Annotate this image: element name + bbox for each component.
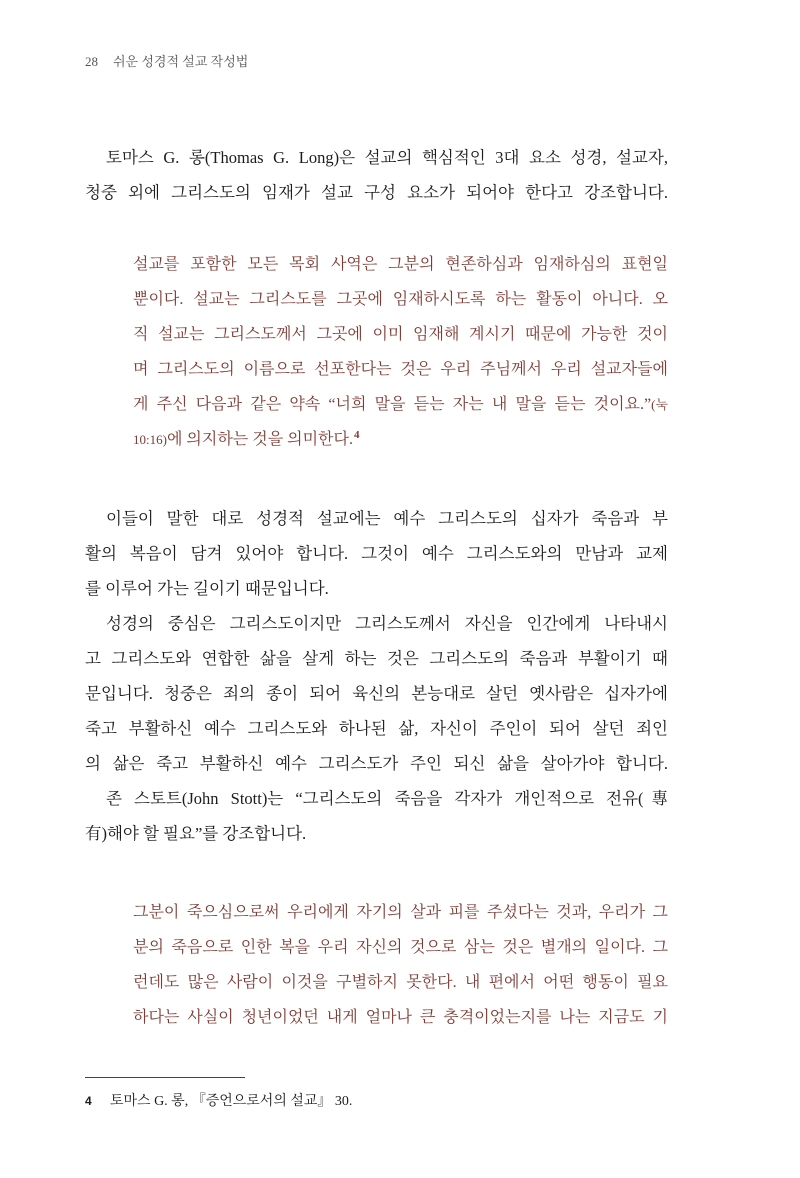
quote-line: 직 설교는 그리스도께서 그곳에 이미 임재해 계시기 때문에 가능한 것이 — [133, 326, 668, 343]
quote-line: 런데도 많은 사람이 이것을 구별하지 못한다. 내 편에서 어떤 행동이 필요 — [133, 974, 668, 991]
book-title: 쉬운 성경적 설교 작성법 — [113, 54, 249, 69]
quote-line: 설교를 포함한 모든 목회 사역은 그분의 현존하심과 임재하심의 표현일 — [133, 256, 668, 273]
footnote — [85, 1090, 352, 1112]
text-line: 토마스 G. 롱(Thomas G. Long)은 설교의 핵심적인 3대 요소 성경, 설교자, — [106, 148, 668, 167]
paragraph-long-intro — [85, 140, 668, 210]
footnote-number: 4 — [85, 1094, 92, 1108]
text-line: 존 스토트(John Stott)는 “그리스도의 죽음을 각자가 개인적으로 전유(專 — [106, 789, 668, 808]
text-line: 有)해야 할 필요”를 강조합니다. — [85, 824, 307, 843]
text-line: 고 그리스도와 연합한 삶을 살게 하는 것은 그리스도의 죽음과 부활이기 때 — [85, 649, 668, 668]
running-head — [85, 53, 248, 71]
quote-line: 분의 죽음으로 인한 복을 우리 자신의 것으로 삼는 것은 별개의 일이다. 그 — [133, 939, 668, 956]
quote-line: 며 그리스도의 이름으로 선포한다는 것은 우리 주님께서 우리 설교자들에 — [133, 361, 668, 378]
text-line: 문입니다. 청중은 죄의 종이 되어 육신의 본능대로 살던 옛사람은 십자가에 — [85, 684, 668, 703]
quote-line — [133, 387, 668, 422]
block-quote-stott — [133, 895, 668, 1035]
text-line: 를 이루어 가는 길이기 때문입니다. — [85, 579, 329, 598]
quote-line: 그분이 죽으심으로써 우리에게 자기의 살과 피를 주셨다는 것과, 우리가 그 — [133, 904, 668, 921]
text-line: 죽고 부활하신 예수 그리스도와 하나된 삶, 자신이 주인이 되어 살던 죄인 — [85, 719, 668, 738]
text-line: 활의 복음이 담겨 있어야 합니다. 그것이 예수 그리스도와의 만남과 교제 — [85, 544, 668, 563]
quote-line — [133, 422, 668, 457]
page-number: 28 — [85, 54, 98, 69]
footnote-text: 토마스 G. 롱, 『증언으로서의 설교』 30. — [110, 1094, 353, 1109]
quote-line-text: 에 의지하는 것을 의미한다. — [166, 431, 353, 448]
body-paragraphs — [85, 501, 668, 851]
quote-line: 하다는 사실이 청년이었던 내게 얼마나 큰 충격이었는지를 나는 지금도 기 — [133, 1009, 668, 1026]
block-quote-long — [133, 247, 668, 457]
text-line: 성경의 중심은 그리스도이지만 그리스도께서 자신을 인간에게 나타내시 — [106, 614, 668, 633]
quote-line: 뿐이다. 설교는 그리스도를 그곳에 임재하시도록 하는 활동이 아니다. 오 — [133, 291, 668, 308]
scripture-ref-close: 10:16) — [133, 432, 167, 447]
text-line: 의 삶은 죽고 부활하신 예수 그리스도가 주인 되신 삶을 살아가야 합니다. — [85, 754, 668, 773]
footnote-reference: 4 — [353, 428, 360, 441]
text-line: 청중 외에 그리스도의 임재가 설교 구성 요소가 되어야 한다고 강조합니다. — [85, 183, 668, 202]
quote-line-text: 게 주신 다음과 같은 약속 “너희 말을 듣는 자는 내 말을 듣는 것이요.” — [133, 396, 652, 413]
scripture-ref-open: (눅 — [651, 397, 668, 412]
footnote-divider — [85, 1077, 245, 1078]
text-line: 이들이 말한 대로 성경적 설교에는 예수 그리스도의 십자가 죽음과 부 — [106, 509, 668, 528]
